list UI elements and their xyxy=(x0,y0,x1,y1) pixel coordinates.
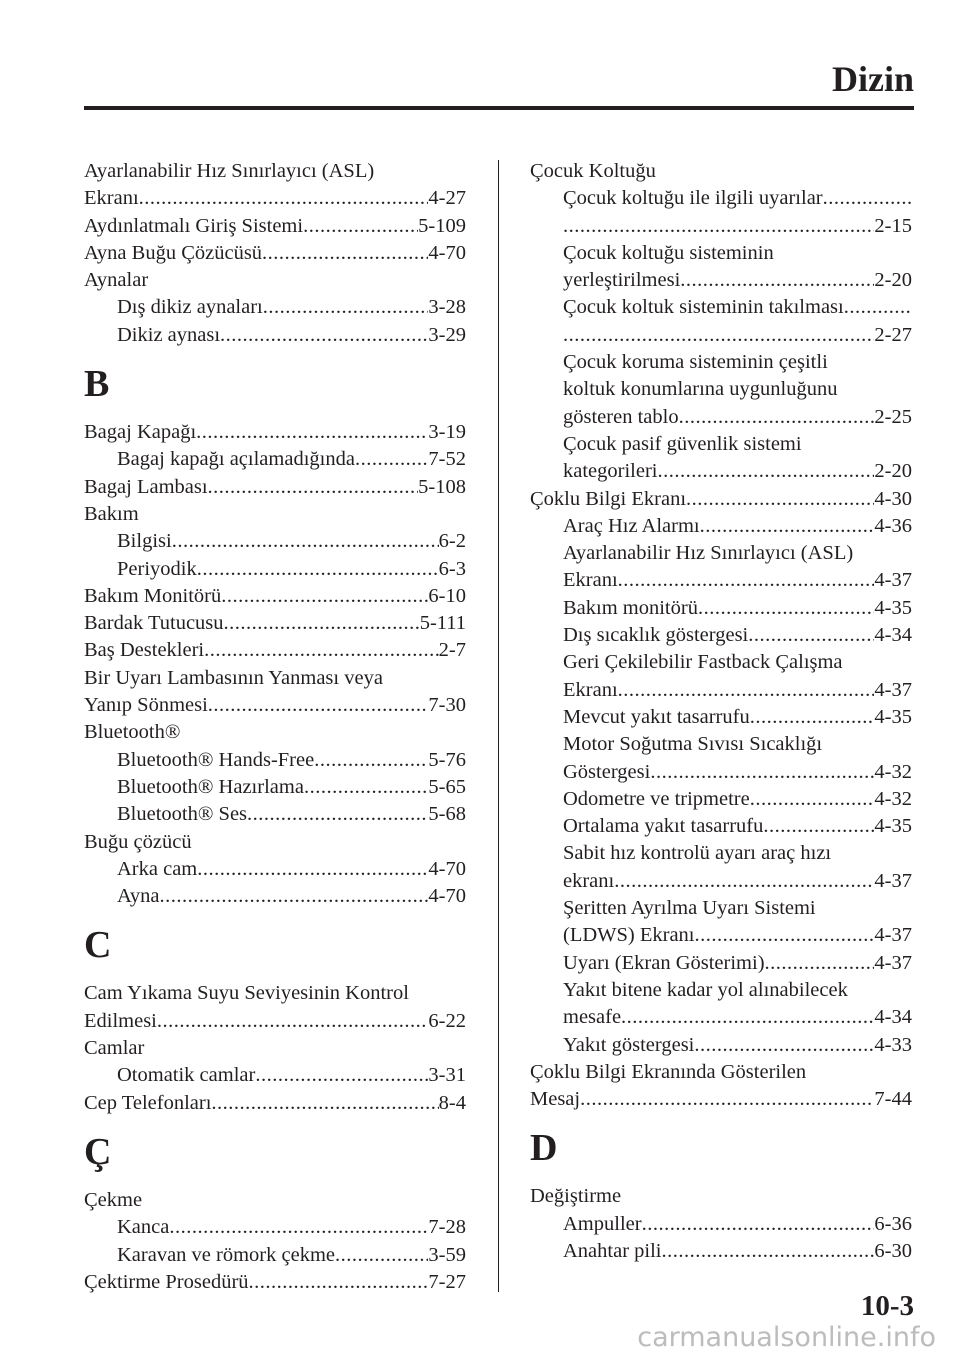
entry-page-ref: 4-34 xyxy=(874,624,912,647)
index-subentry xyxy=(84,294,466,321)
entry-page-ref: 6-2 xyxy=(438,530,466,553)
entry-text: Yakıt bitene kadar yol alınabilecek xyxy=(563,978,848,1001)
index-subentry xyxy=(530,185,912,212)
index-entry xyxy=(84,213,466,240)
entry-text: Ayna Buğu Çözücüsü xyxy=(84,241,263,264)
dot-leader xyxy=(303,213,418,240)
entry-text: Dış dikiz aynaları xyxy=(117,296,263,319)
dot-leader xyxy=(220,322,428,349)
index-subentry xyxy=(530,1004,912,1031)
index-entry xyxy=(84,829,466,856)
entry-text: Çocuk koltuğu sisteminin xyxy=(563,241,774,264)
entry-text: kategorileri xyxy=(563,460,658,483)
entry-text: Göstergesi xyxy=(563,760,651,783)
index-entry xyxy=(84,1008,466,1035)
index-entry xyxy=(84,474,466,501)
dot-leader xyxy=(642,1211,875,1238)
dot-leader xyxy=(686,486,874,513)
dot-leader xyxy=(563,322,874,349)
entry-page-ref: 2-7 xyxy=(438,639,466,662)
entry-page-ref: 6-36 xyxy=(874,1212,912,1235)
entry-page-ref: 4-37 xyxy=(874,678,912,701)
dot-leader xyxy=(763,813,874,840)
entry-page-ref: 3-59 xyxy=(428,1243,466,1266)
entry-page-ref: 4-27 xyxy=(428,187,466,210)
index-entry xyxy=(84,610,466,637)
entry-text: Yanıp Sönmesi xyxy=(84,694,208,717)
entry-page-ref: 4-37 xyxy=(874,569,912,592)
entry-text: Çekme xyxy=(84,1188,143,1211)
index-subentry xyxy=(530,977,912,1004)
section-letter: D xyxy=(530,1127,558,1170)
entry-text: Ekranı xyxy=(84,187,139,210)
entry-text: Anahtar pili xyxy=(563,1239,662,1262)
entry-text: Çoklu Bilgi Ekranı xyxy=(530,487,687,510)
entry-page-ref: 3-29 xyxy=(428,323,466,346)
entry-page-ref: 4-32 xyxy=(874,787,912,810)
entry-text: Kanca xyxy=(117,1216,170,1239)
entry-text: Camlar xyxy=(84,1037,145,1060)
index-entry xyxy=(530,1059,912,1086)
index-subentry xyxy=(530,376,912,403)
index-subentry xyxy=(84,322,466,349)
entry-text: Bardak Tutucusu xyxy=(84,612,224,635)
index-subentry xyxy=(530,895,912,922)
entry-text: Bakım monitörü xyxy=(563,596,698,619)
entry-page-ref: 7-28 xyxy=(428,1216,466,1239)
entry-text: Çocuk koltuk sisteminin takılması xyxy=(563,296,844,319)
index-subentry xyxy=(530,922,912,949)
entry-text: Çocuk koruma sisteminin çeşitli xyxy=(563,351,828,374)
entry-text: Ampuller xyxy=(563,1212,642,1235)
index-subentry xyxy=(84,856,466,883)
section-letter: B xyxy=(84,363,110,406)
dot-leader xyxy=(304,774,428,801)
entry-text: Sabit hız kontrolü ayarı araç hızı xyxy=(563,842,832,865)
index-entry xyxy=(84,1035,466,1062)
dot-leader xyxy=(169,1214,428,1241)
entry-text: Ayna xyxy=(117,885,160,908)
entry-text: Bilgisi xyxy=(117,530,172,553)
entry-text: Bir Uyarı Lambasının Yanması veya xyxy=(84,666,383,689)
dot-leader xyxy=(694,1032,874,1059)
entry-text: Bluetooth® Hazırlama xyxy=(117,775,304,798)
index-subentry xyxy=(84,446,466,473)
entry-text: Cep Telefonları xyxy=(84,1091,212,1114)
dot-leader xyxy=(679,404,875,431)
entry-text: Çocuk koltuğu ile ilgili uyarılar xyxy=(563,187,823,210)
dot-leader xyxy=(748,622,874,649)
entry-text: Motor Soğutma Sıvısı Sıcaklığı xyxy=(563,733,823,756)
entry-page-ref: 4-35 xyxy=(874,815,912,838)
entry-page-ref: 4-35 xyxy=(874,596,912,619)
index-subentry xyxy=(530,458,912,485)
dot-leader xyxy=(650,759,874,786)
entry-text: Çoklu Bilgi Ekranında Gösterilen xyxy=(530,1060,807,1083)
entry-text: Mevcut yakıt tasarrufu xyxy=(563,705,750,728)
entry-text: Geri Çekilebilir Fastback Çalışma xyxy=(563,651,843,674)
entry-text: Bluetooth® Hands-Free xyxy=(117,748,315,771)
entry-page-ref: 4-36 xyxy=(874,514,912,537)
index-subentry xyxy=(530,240,912,267)
dot-leader xyxy=(221,583,428,610)
entry-page-ref: 7-44 xyxy=(874,1088,912,1111)
entry-text: Ekranı xyxy=(563,678,618,701)
entry-page-ref: 4-33 xyxy=(874,1033,912,1056)
index-subentry xyxy=(530,649,912,676)
index-column-right xyxy=(530,158,912,1265)
index-subentry xyxy=(530,595,912,622)
index-subentry xyxy=(84,556,466,583)
dot-leader xyxy=(614,868,874,895)
section-letter: Ç xyxy=(84,1130,112,1173)
entry-text: yerleştirilmesi xyxy=(563,269,681,292)
entry-text: Aynalar xyxy=(84,269,149,292)
entry-page-ref: 4-70 xyxy=(428,885,466,908)
index-subentry xyxy=(530,322,912,349)
index-subentry xyxy=(530,431,912,458)
entry-text: koltuk konumlarına uygunluğunu xyxy=(563,378,838,401)
index-subentry xyxy=(530,759,912,786)
entry-page-ref: 3-28 xyxy=(428,296,466,319)
index-entry xyxy=(84,719,466,746)
index-entry xyxy=(84,240,466,267)
dot-leader xyxy=(139,185,429,212)
index-subentry xyxy=(530,840,912,867)
index-subentry xyxy=(530,704,912,731)
dot-leader xyxy=(698,595,874,622)
dot-leader xyxy=(224,610,420,637)
dot-leader xyxy=(208,692,429,719)
index-entry xyxy=(84,1269,466,1296)
entry-page-ref: 8-4 xyxy=(438,1091,466,1114)
dot-leader xyxy=(680,267,874,294)
dot-leader xyxy=(844,294,912,321)
index-column-left xyxy=(84,158,466,1296)
dot-leader xyxy=(314,747,428,774)
entry-page-ref: 7-52 xyxy=(428,448,466,471)
column-divider xyxy=(498,160,499,1292)
index-subentry xyxy=(530,677,912,704)
dot-leader xyxy=(335,1242,428,1269)
entry-text: Dikiz aynası xyxy=(117,323,221,346)
index-subentry xyxy=(530,786,912,813)
section-letter: C xyxy=(84,924,112,967)
index-entry xyxy=(84,692,466,719)
index-subentry xyxy=(530,567,912,594)
index-subentry xyxy=(84,1214,466,1241)
entry-page-ref: 7-30 xyxy=(428,694,466,717)
watermark: carmanualsonline.info xyxy=(637,1322,936,1353)
entry-text: Ayarlanabilir Hız Sınırlayıcı (ASL) xyxy=(84,160,375,182)
index-subentry xyxy=(530,213,912,240)
index-entry xyxy=(530,486,912,513)
entry-text: Ayarlanabilir Hız Sınırlayıcı (ASL) xyxy=(563,542,854,565)
index-entry xyxy=(84,501,466,528)
entry-text: Aydınlatmalı Giriş Sistemi xyxy=(84,214,304,237)
index-subentry xyxy=(530,1238,912,1265)
index-entry xyxy=(84,1187,466,1214)
index-entry xyxy=(530,1086,912,1113)
dot-leader xyxy=(172,528,439,555)
entry-text: Bakım xyxy=(84,502,139,525)
entry-page-ref: 6-30 xyxy=(874,1239,912,1262)
entry-page-ref: 2-20 xyxy=(874,269,912,292)
entry-page-ref: 3-31 xyxy=(428,1064,466,1087)
entry-page-ref: 4-32 xyxy=(874,760,912,783)
index-entry xyxy=(84,419,466,446)
dot-leader xyxy=(263,294,429,321)
dot-leader xyxy=(657,458,874,485)
index-entry xyxy=(84,158,466,185)
dot-leader xyxy=(563,213,874,240)
entry-page-ref: 2-15 xyxy=(874,214,912,237)
entry-text: Ortalama yakıt tasarrufu xyxy=(563,815,764,838)
index-subentry xyxy=(84,747,466,774)
entry-page-ref: 4-37 xyxy=(874,924,912,947)
entry-page-ref: 6-3 xyxy=(438,557,466,580)
entry-page-ref: 5-108 xyxy=(418,475,466,498)
entry-text: gösteren tablo xyxy=(563,405,679,428)
index-entry xyxy=(84,583,466,610)
dot-leader xyxy=(157,1008,429,1035)
index-subentry xyxy=(530,813,912,840)
entry-page-ref: 4-34 xyxy=(874,1006,912,1029)
index-subentry xyxy=(530,404,912,431)
entry-page-ref: 5-65 xyxy=(428,775,466,798)
index-subentry xyxy=(530,950,912,977)
dot-leader xyxy=(160,883,429,910)
entry-text: Çocuk pasif güvenlik sistemi xyxy=(563,432,802,455)
index-subentry xyxy=(530,294,912,321)
entry-text: ekranı xyxy=(563,869,615,892)
entry-page-ref: 6-10 xyxy=(428,584,466,607)
entry-text: Baş Destekleri xyxy=(84,639,205,662)
index-subentry xyxy=(530,1211,912,1238)
dot-leader xyxy=(621,1004,874,1031)
dot-leader xyxy=(255,1062,428,1089)
index-entry xyxy=(84,980,466,1007)
entry-text: Mesaj xyxy=(530,1088,581,1111)
entry-page-ref: 2-27 xyxy=(874,323,912,346)
page-number: 10-3 xyxy=(860,1290,914,1322)
index-subentry xyxy=(530,868,912,895)
index-entry xyxy=(84,637,466,664)
entry-page-ref: 4-70 xyxy=(428,241,466,264)
entry-text: Karavan ve römork çekme xyxy=(117,1243,335,1266)
index-subentry xyxy=(84,528,466,555)
entry-text: mesafe xyxy=(563,1006,622,1029)
dot-leader xyxy=(750,786,875,813)
dot-leader xyxy=(208,474,419,501)
entry-text: Şeritten Ayrılma Uyarı Sistemi xyxy=(563,897,816,920)
entry-text: Buğu çözücü xyxy=(84,830,192,853)
dot-leader xyxy=(262,240,428,267)
index-subentry xyxy=(84,883,466,910)
dot-leader xyxy=(618,567,875,594)
dot-leader xyxy=(823,185,912,212)
entry-text: Bagaj Kapağı xyxy=(84,421,197,444)
index-subentry xyxy=(530,622,912,649)
entry-page-ref: 5-76 xyxy=(428,748,466,771)
entry-text: Bagaj Lambası xyxy=(84,475,208,498)
index-subentry xyxy=(84,774,466,801)
entry-text: Bluetooth® xyxy=(84,721,181,744)
index-subentry xyxy=(84,1062,466,1089)
dot-leader xyxy=(580,1086,874,1113)
entry-text: Periyodik xyxy=(117,557,197,580)
entry-page-ref: 4-37 xyxy=(874,869,912,892)
dot-leader xyxy=(618,677,875,704)
entry-page-ref: 3-19 xyxy=(428,421,466,444)
dot-leader xyxy=(695,922,875,949)
entry-page-ref: 5-111 xyxy=(419,612,466,635)
entry-text: Edilmesi xyxy=(84,1009,157,1032)
entry-page-ref: 5-68 xyxy=(428,803,466,826)
index-subentry xyxy=(530,540,912,567)
entry-text: Araç Hız Alarmı xyxy=(563,514,700,537)
dot-leader xyxy=(355,446,428,473)
dot-leader xyxy=(204,637,439,664)
entry-text: Bluetooth® Ses xyxy=(117,803,248,826)
entry-text: Bakım Monitörü xyxy=(84,584,222,607)
entry-text: (LDWS) Ekranı xyxy=(563,924,695,947)
entry-page-ref: 6-22 xyxy=(428,1009,466,1032)
entry-text: Bagaj kapağı açılamadığında xyxy=(117,448,355,471)
index-entry xyxy=(530,1183,912,1210)
entry-page-ref: 5-109 xyxy=(418,214,466,237)
entry-text: Çektirme Prosedürü xyxy=(84,1270,249,1293)
dot-leader xyxy=(247,801,428,828)
index-entry xyxy=(84,267,466,294)
index-subentry xyxy=(530,1032,912,1059)
dot-leader xyxy=(197,556,439,583)
dot-leader xyxy=(197,856,428,883)
entry-text: Otomatik camlar xyxy=(117,1064,256,1087)
entry-page-ref: 4-30 xyxy=(874,487,912,510)
entry-page-ref: 4-70 xyxy=(428,857,466,880)
index-subentry xyxy=(84,801,466,828)
entry-page-ref: 7-27 xyxy=(428,1270,466,1293)
dot-leader xyxy=(750,704,875,731)
index-subentry xyxy=(530,267,912,294)
entry-text: Dış sıcaklık göstergesi xyxy=(563,624,749,647)
dot-leader xyxy=(211,1090,438,1117)
index-subentry xyxy=(530,513,912,540)
page-header-title: Dizin xyxy=(831,59,914,99)
header-rule xyxy=(84,106,914,110)
index-subentry xyxy=(530,731,912,758)
entry-text: Arka cam xyxy=(117,857,198,880)
index-entry xyxy=(84,1090,466,1117)
entry-text: Uyarı (Ekran Gösterimi) xyxy=(563,951,765,974)
index-subentry xyxy=(84,1242,466,1269)
entry-page-ref: 4-37 xyxy=(874,951,912,974)
index-entry xyxy=(84,665,466,692)
index-entry xyxy=(530,158,912,185)
entry-text: Değiştirme xyxy=(530,1185,622,1208)
dot-leader xyxy=(196,419,428,446)
dot-leader xyxy=(765,950,875,977)
entry-text: Yakıt göstergesi xyxy=(563,1033,695,1056)
entry-text: Odometre ve tripmetre xyxy=(563,787,750,810)
entry-page-ref: 2-25 xyxy=(874,405,912,428)
entry-text: Cam Yıkama Suyu Seviyesinin Kontrol xyxy=(84,982,409,1005)
entry-page-ref: 2-20 xyxy=(874,460,912,483)
entry-page-ref: 4-35 xyxy=(874,705,912,728)
index-entry xyxy=(84,185,466,212)
entry-text: Ekranı xyxy=(563,569,618,592)
dot-leader xyxy=(700,513,875,540)
entry-text: Çocuk Koltuğu xyxy=(530,160,656,182)
index-subentry xyxy=(530,349,912,376)
dot-leader xyxy=(249,1269,429,1296)
dot-leader xyxy=(662,1238,875,1265)
